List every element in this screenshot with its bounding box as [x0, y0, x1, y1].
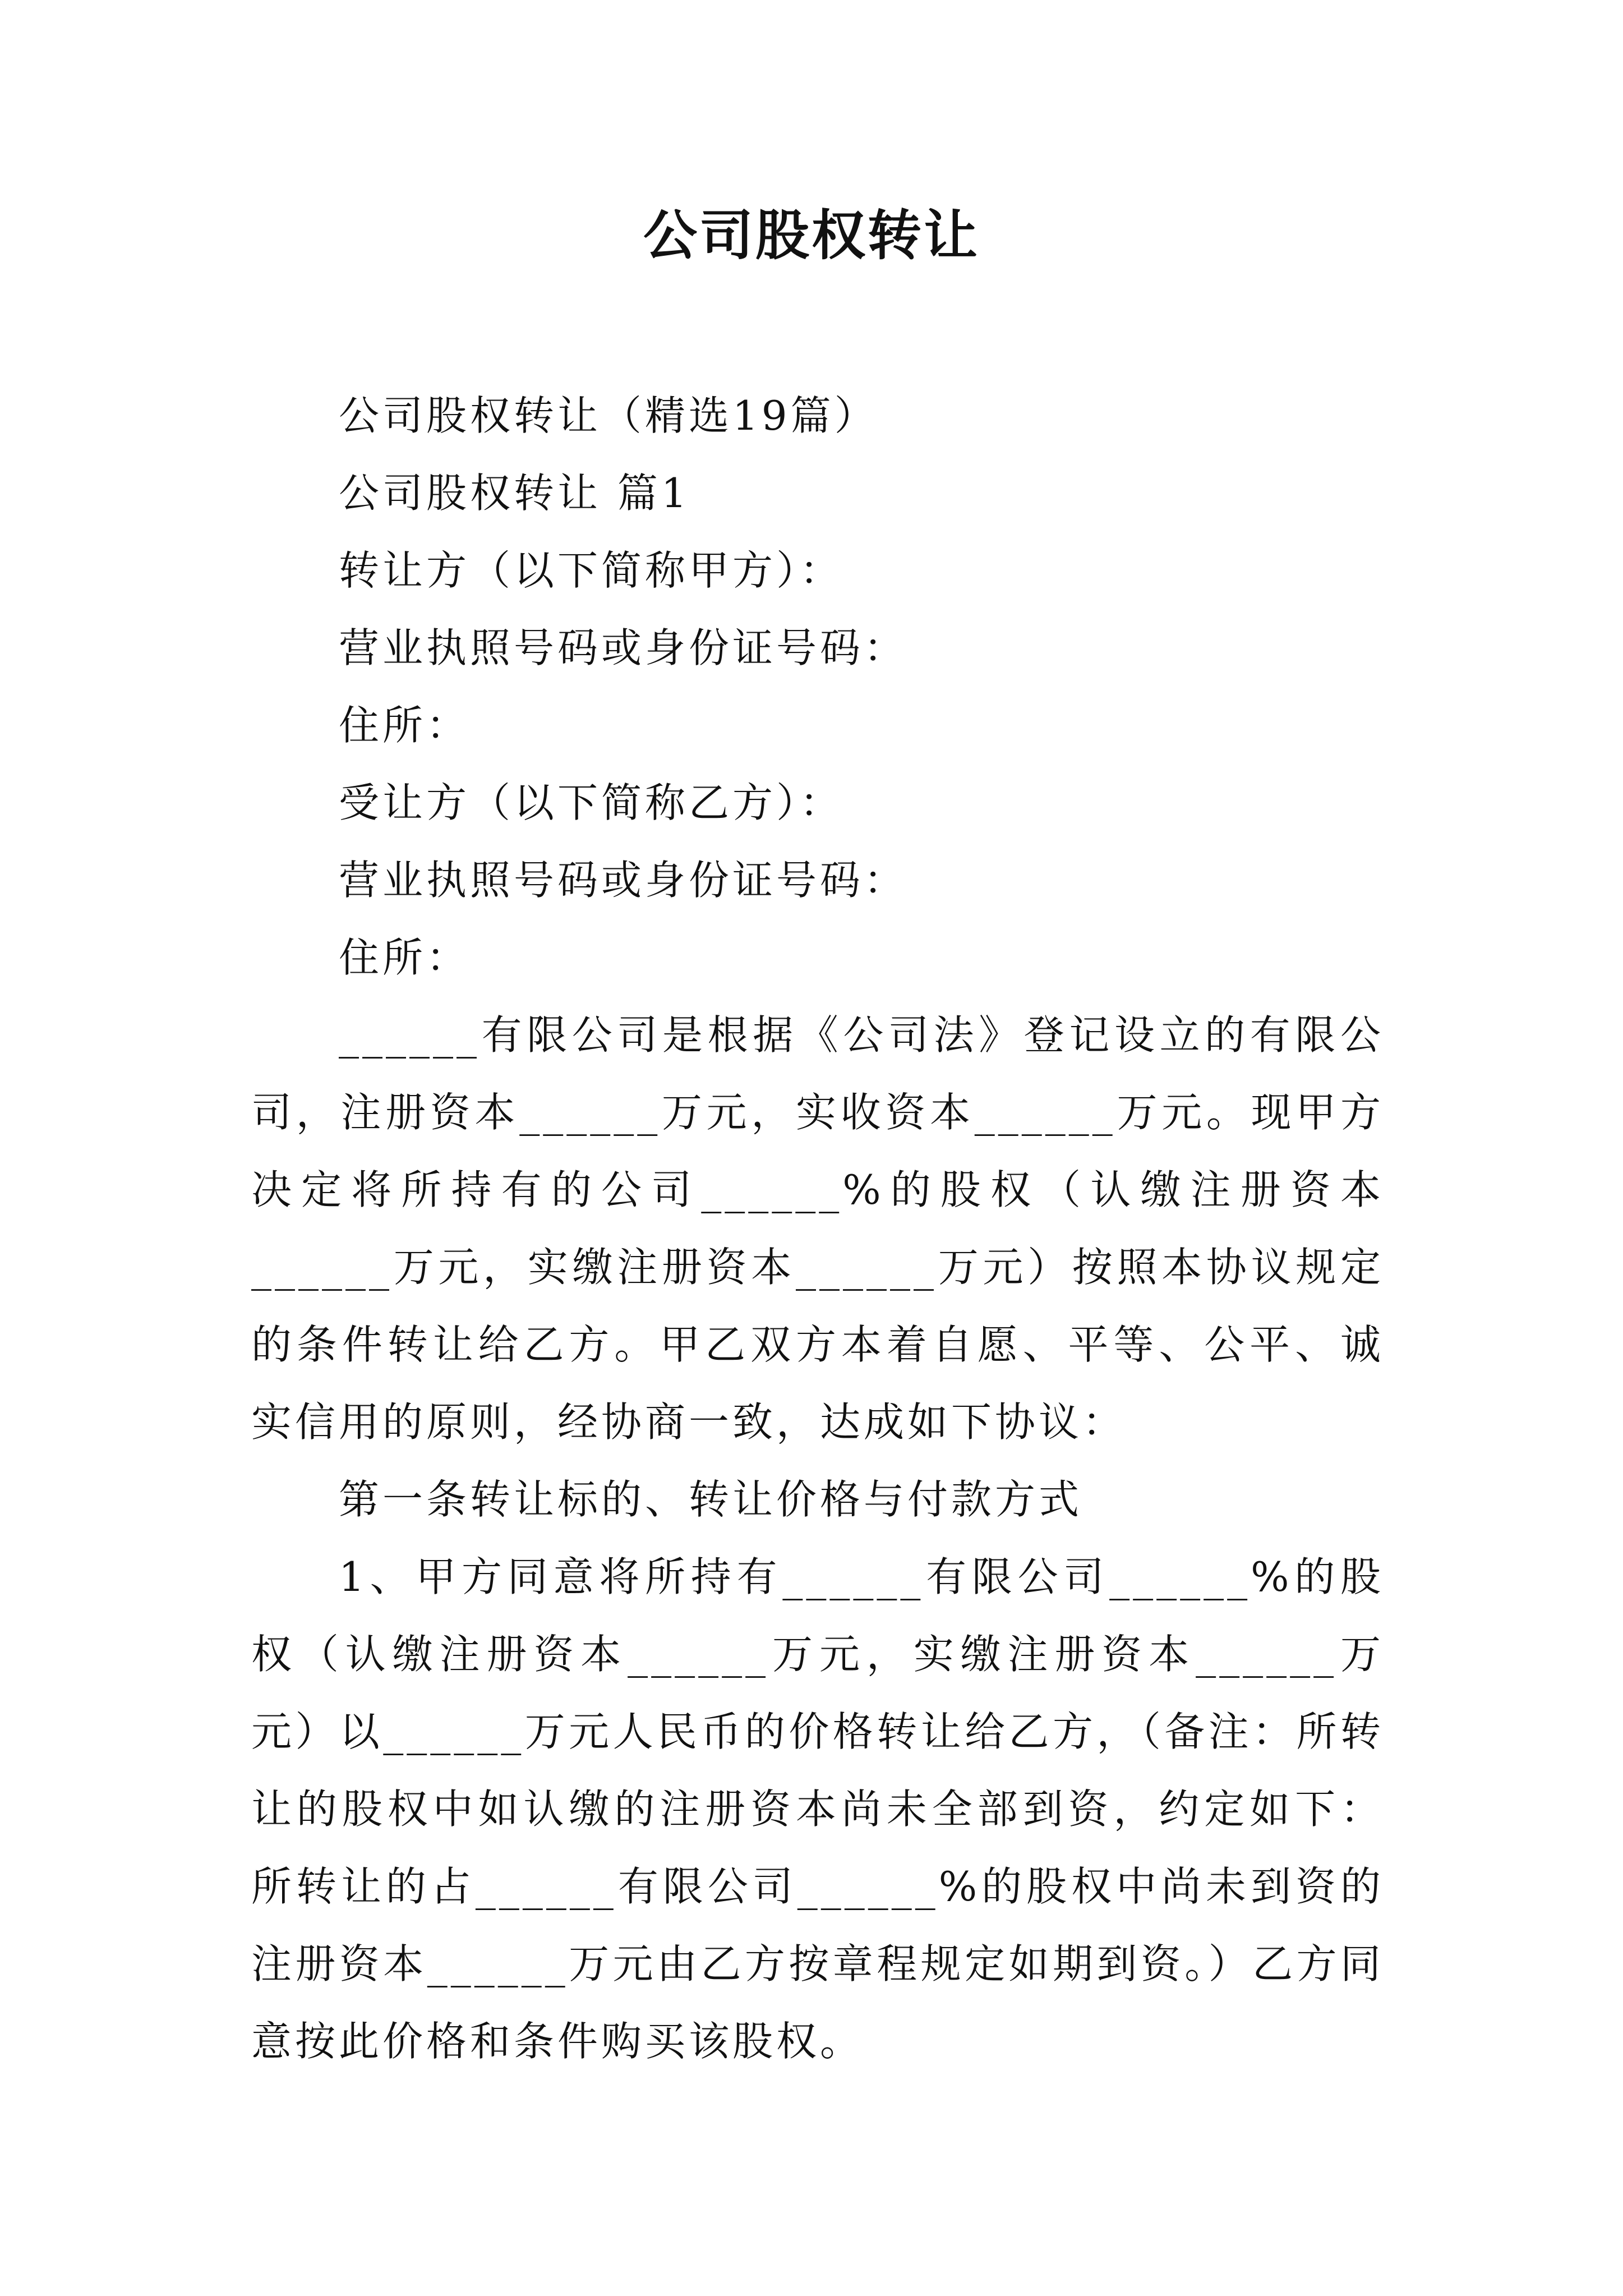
intro-paragraph: ______有限公司是根据《公司法》登记设立的有限公司，注册资本______万元，实收资本______万元。现甲方决定将所持有的公司______%的股权（认缴注册资本______万元，实缴注册资本______万元）按照本协议规定的条件转让给乙方。甲乙双方本着自愿、平等、公平、诚实信用的原则，经协商一致，达成如下协议：	[251, 1011, 1384, 1446]
subtitle-line: 公司股权转让（精选19篇）	[339, 392, 878, 439]
transferor-license-label: 营业执照号码或身份证号码：	[339, 624, 908, 671]
section-heading: 公司股权转让 篇1	[339, 470, 690, 517]
transferee-label: 受让方（以下简称乙方）：	[339, 779, 844, 826]
article-1-heading: 第一条转让标的、转让价格与付款方式	[339, 1476, 1083, 1523]
transferor-address-label: 住所：	[339, 702, 471, 749]
transferor-label: 转让方（以下简称甲方）：	[339, 547, 844, 594]
document-body	[251, 377, 1384, 2080]
transferee-address-label: 住所：	[339, 934, 471, 981]
document-title: 公司股权转让	[643, 204, 980, 267]
article-1-clause-1: 1、甲方同意将所持有______有限公司______%的股权（认缴注册资本______万元，实缴注册资本______万元）以______万元人民币的价格转让给乙方，（备注：所转让的股权中如认缴的注册资本尚未全部到资，约定如下：所转让的占______有限公司______%的股权中尚未到资的注册资本______万元由乙方按章程规定如期到资。）乙方同意按此价格和条件购买该股权。	[251, 1553, 1384, 2065]
transferee-license-label: 营业执照号码或身份证号码：	[339, 857, 908, 904]
